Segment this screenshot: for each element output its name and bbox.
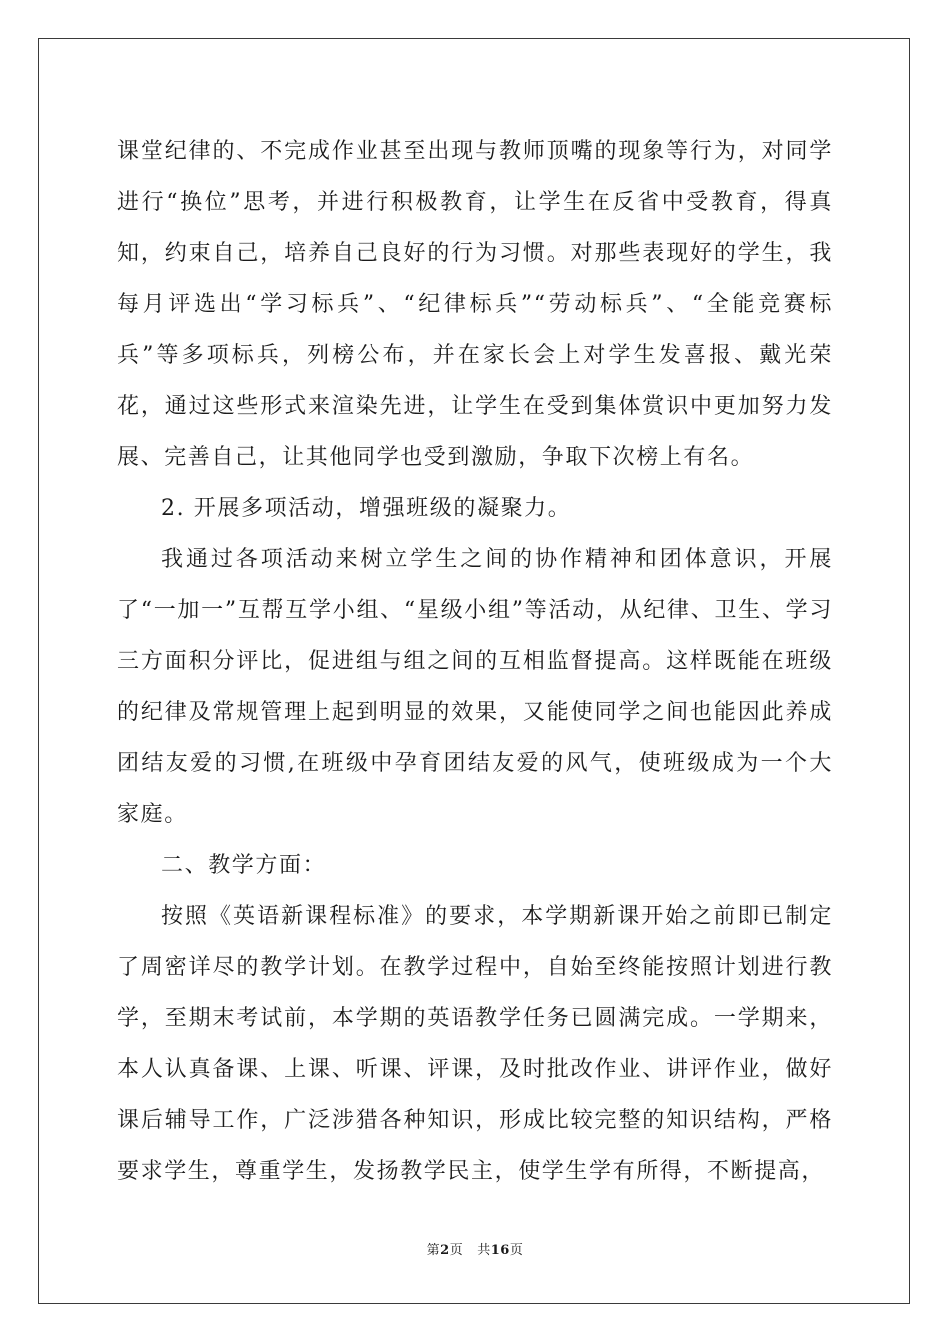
total-suffix: 页 [509, 1243, 524, 1258]
section-heading-teaching: 二、教学方面： [161, 853, 327, 878]
paragraph-3: 我通过各项活动来树立学生之间的协作精神和团体意识，开展了“一加一”互帮互学小组、“星级小组”等活动，从纪律、卫生、学习三方面积分评比，促进组与组之间的互相监督提高。这样既能在班级的纪律及常规管理上起到明显的效果，又能使同学之间也能因此养成团结友爱的习惯,在班级中孕育团结友爱的风气，使班级成为一个大家庭。 [117, 547, 833, 827]
page-prefix: 第 [426, 1243, 441, 1258]
paragraph-5: 按照《英语新课程标准》的要求，本学期新课开始之前即已制定了周密详尽的教学计划。在教学过程中，自始至终能按照计划进行教学，至期末考试前，本学期的英语教学任务已圆满完成。一学期来，本人认真备课、上课、听课、评课，及时批改作业、讲评作业，做好课后辅导工作，广泛涉猎各种知识，形成比较完整的知识结构，严格要求学生，尊重学生，发扬教学民主，使学生学有所得，不断提高， [117, 904, 833, 1184]
total-pages: 16 [490, 1243, 510, 1258]
page-footer [0, 1239, 950, 1258]
total-prefix: 共 [477, 1243, 491, 1258]
document-body [117, 126, 833, 1197]
page-suffix: 页 [449, 1243, 464, 1258]
paragraph-1: 课堂纪律的、不完成作业甚至出现与教师顶嘴的现象等行为，对同学进行“换位”思考，并进行积极教育，让学生在反省中受教育，得真知，约束自己，培养自己良好的行为习惯。对那些表现好的学生，我每月评选出“学习标兵”、“纪律标兵”“劳动标兵”、“全能竞赛标兵”等多项标兵，列榜公布，并在家长会上对学生发喜报、戴光荣花，通过这些形式来渲染先进，让学生在受到集体赏识中更加努力发展、完善自己，让其他同学也受到激励，争取下次榜上有名。 [117, 139, 833, 470]
paragraph-2-heading: 2. 开展多项活动，增强班级的凝聚力。 [161, 496, 572, 521]
page-number: 2 [440, 1243, 450, 1258]
